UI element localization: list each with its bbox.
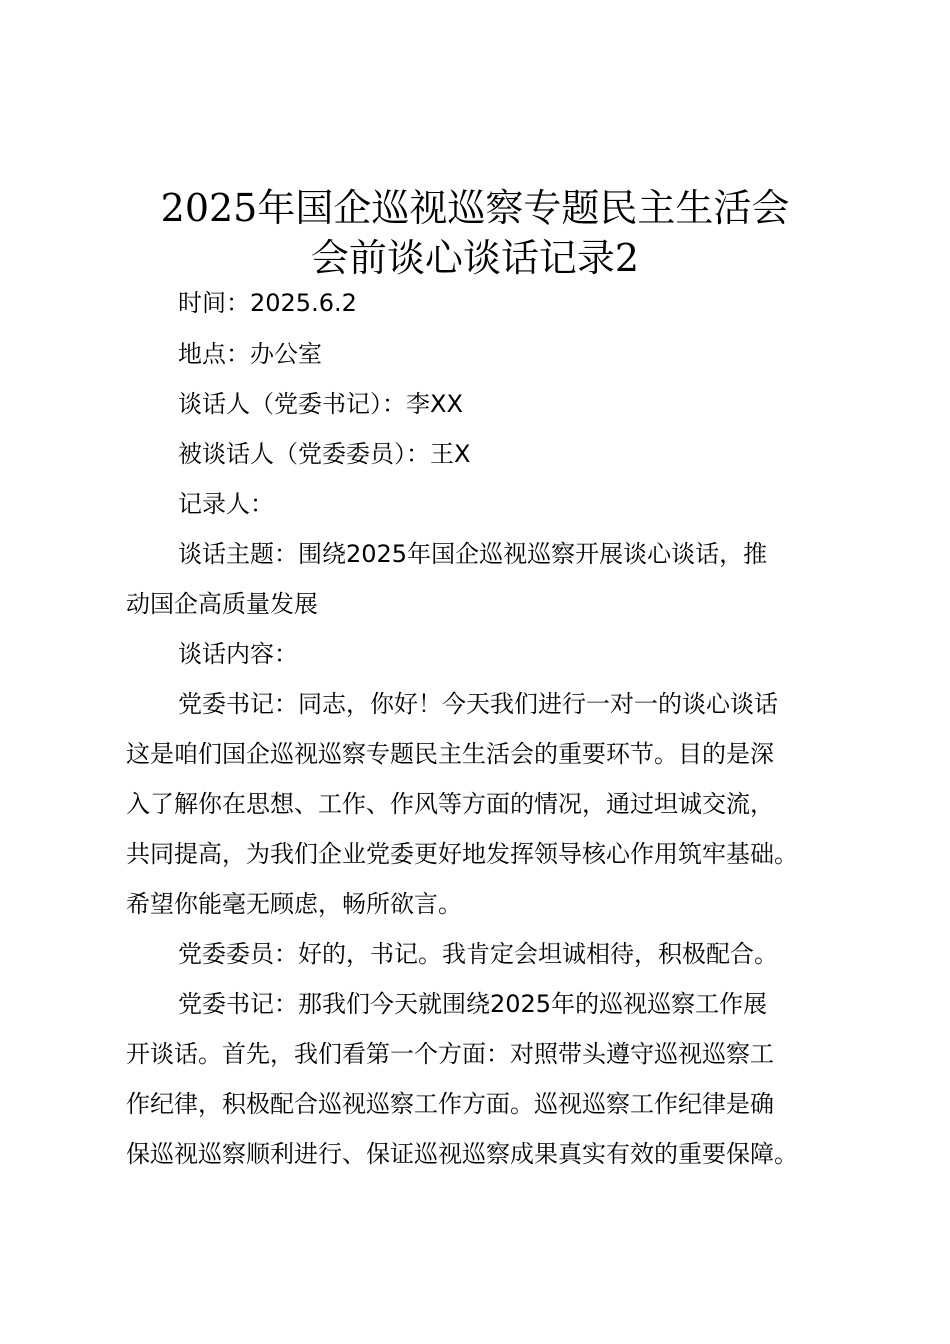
paragraph-line: 开谈话。首先，我们看第一个方面：对照带头遵守巡视巡察工 — [126, 1040, 774, 1068]
document-title-line-2: 会前谈心谈话记录2 — [310, 236, 640, 280]
topic-line-1: 谈话主题：围绕2025年国企巡视巡察开展谈心谈话，推 — [178, 540, 768, 568]
paragraph-line: 党委委员：好的，书记。我肯定会坦诚相待，积极配合。 — [178, 940, 778, 968]
paragraph-line: 作纪律，积极配合巡视巡察工作方面。巡视巡察工作纪律是确 — [126, 1090, 774, 1118]
meta-recorder: 记录人： — [178, 490, 274, 518]
paragraph-line: 希望你能毫无顾虑，畅所欲言。 — [126, 890, 462, 918]
paragraph-line: 党委书记：那我们今天就围绕2025年的巡视巡察工作展 — [178, 990, 768, 1018]
paragraph-line: 党委书记：同志，你好！今天我们进行一对一的谈心谈话 — [178, 690, 778, 718]
meta-interviewer: 谈话人（党委书记）：李XX — [178, 390, 463, 418]
topic-line-2: 动国企高质量发展 — [126, 590, 318, 618]
meta-interviewee: 被谈话人（党委委员）：王X — [178, 440, 471, 468]
paragraph-line: 共同提高，为我们企业党委更好地发挥领导核心作用筑牢基础。 — [126, 840, 798, 868]
meta-time: 时间：2025.6.2 — [178, 289, 357, 317]
document-title-line-1: 2025年国企巡视巡察专题民主生活会 — [160, 186, 790, 230]
meta-location: 地点：办公室 — [178, 340, 322, 368]
content-heading: 谈话内容： — [178, 640, 298, 668]
paragraph-line: 入了解你在思想、工作、作风等方面的情况，通过坦诚交流， — [126, 790, 774, 818]
paragraph-line: 这是咱们国企巡视巡察专题民主生活会的重要环节。目的是深 — [126, 740, 774, 768]
paragraph-line: 保巡视巡察顺利进行、保证巡视巡察成果真实有效的重要保障。 — [126, 1140, 798, 1168]
